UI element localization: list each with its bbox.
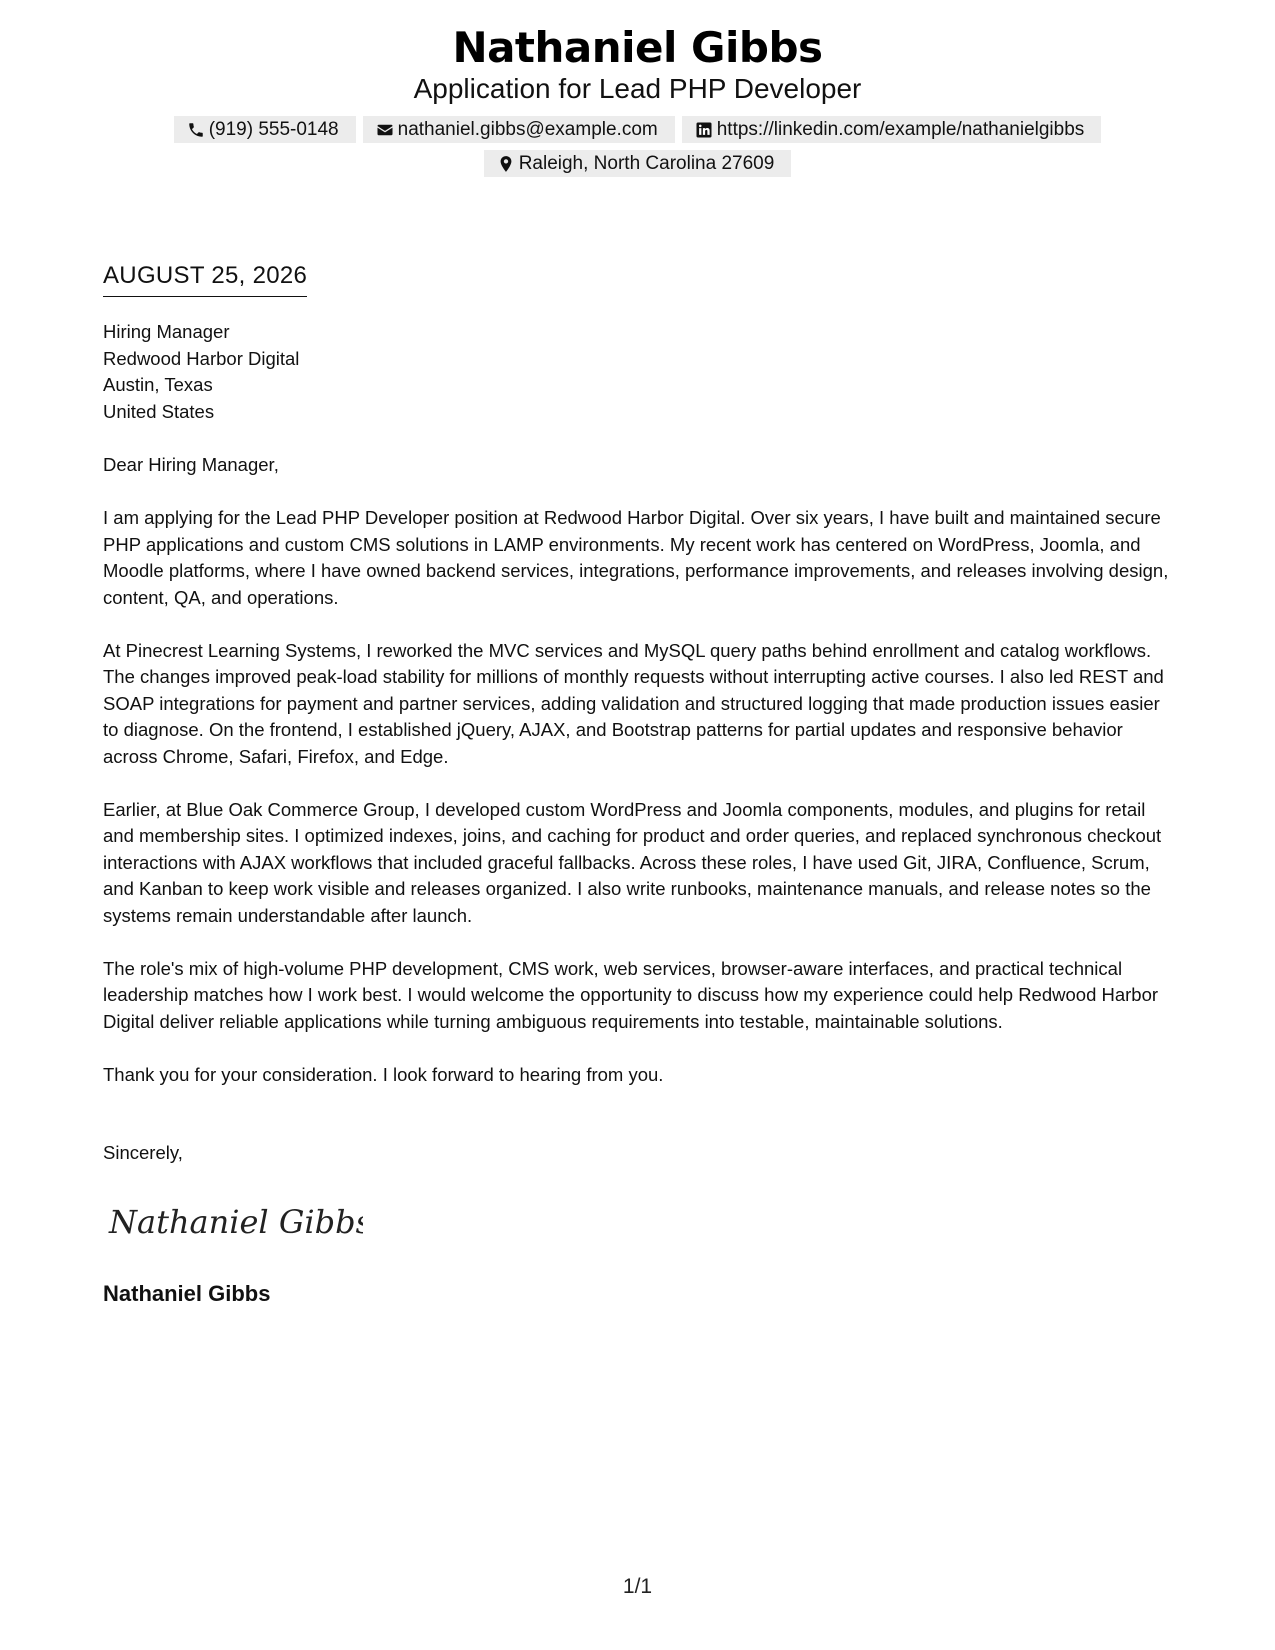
- signer-name: Nathaniel Gibbs: [103, 1281, 271, 1306]
- body-paragraph: Thank you for your consideration. I look forward to hearing from you.: [103, 1063, 664, 1085]
- recipient-company: Redwood Harbor Digital: [103, 347, 300, 369]
- contact-linkedin[interactable]: [682, 116, 1102, 143]
- linkedin-icon: [695, 121, 713, 139]
- map-marker-icon: [497, 155, 515, 173]
- application-title: Application for Lead PHP Developer: [413, 73, 862, 104]
- closing: Sincerely,: [103, 1142, 183, 1163]
- body-paragraph: Earlier, at Blue Oak Commerce Group, I developed custom WordPress and Joomla components, modules, and plugins for retail and membership sites. I optimized indexes, joins, and caching for product and order queries, and replaced synchronous checkout interactions with AJAX workflows that included graceful fallbacks. Across these roles, I have used Git, JIRA, Confluence, Scrum, and Kanban to keep work visible and releases organized. I also write runbooks, maintenance manuals, and release notes so the systems remain understandable after launch.: [103, 798, 1162, 926]
- email-text: nathaniel.gibbs@example.com: [397, 118, 658, 140]
- letter-body: [103, 260, 1178, 1308]
- signature-text: Nathaniel Gibbs: [109, 1202, 363, 1241]
- contact-email[interactable]: [363, 116, 675, 143]
- location-text: Raleigh, North Carolina 27609: [518, 152, 775, 174]
- phone-icon: [187, 121, 205, 139]
- handwritten-signature: [103, 1193, 363, 1253]
- recipient-city: Austin, Texas: [103, 374, 213, 395]
- linkedin-text: https://linkedin.com/example/nathanielgibbs: [716, 118, 1085, 140]
- envelope-icon: [376, 121, 394, 139]
- recipient-title: Hiring Manager: [103, 321, 230, 342]
- phone-text: (919) 555-0148: [208, 118, 339, 140]
- body-paragraph: At Pinecrest Learning Systems, I reworked the MVC services and MySQL query paths behind enrollment and catalog workflows. The changes improved peak-load stability for millions of monthly requests without interrupting active courses. I also led REST and SOAP integrations for payment and partner services, adding validation and structured logging that made production issues easier to diagnose. On the frontend, I established jQuery, AJAX, and Bootstrap patterns for partial updates and responsive behavior across Chrome, Safari, Firefox, and Edge.: [103, 639, 1164, 767]
- contact-phone: [174, 116, 356, 143]
- body-paragraph: The role's mix of high-volume PHP development, CMS work, web services, browser-aware interfaces, and practical technical leadership matches how I work best. I would welcome the opportunity to discuss how my experience could help Redwood Harbor Digital deliver reliable applications while turning ambiguous requirements into testable, maintainable solutions.: [103, 957, 1159, 1032]
- applicant-name: Nathaniel Gibbs: [452, 23, 823, 72]
- page-indicator: 1/1: [622, 1575, 653, 1598]
- recipient-country: United States: [103, 400, 215, 422]
- letter-date: AUGUST 25, 2026: [103, 260, 307, 297]
- letter-header: [0, 22, 1275, 177]
- salutation: Dear Hiring Manager,: [103, 454, 279, 475]
- contact-info: [138, 116, 1138, 177]
- body-paragraph: I am applying for the Lead PHP Developer position at Redwood Harbor Digital. Over six years, I have built and maintained secure PHP applications and custom CMS solutions in LAMP environments. My recent work has centered on WordPress, Joomla, and Moodle platforms, where I have owned backend services, integrations, performance improvements, and releases involving design, content, QA, and operations.: [103, 507, 1169, 608]
- contact-location: [484, 150, 792, 177]
- recipient-block: [103, 319, 1178, 425]
